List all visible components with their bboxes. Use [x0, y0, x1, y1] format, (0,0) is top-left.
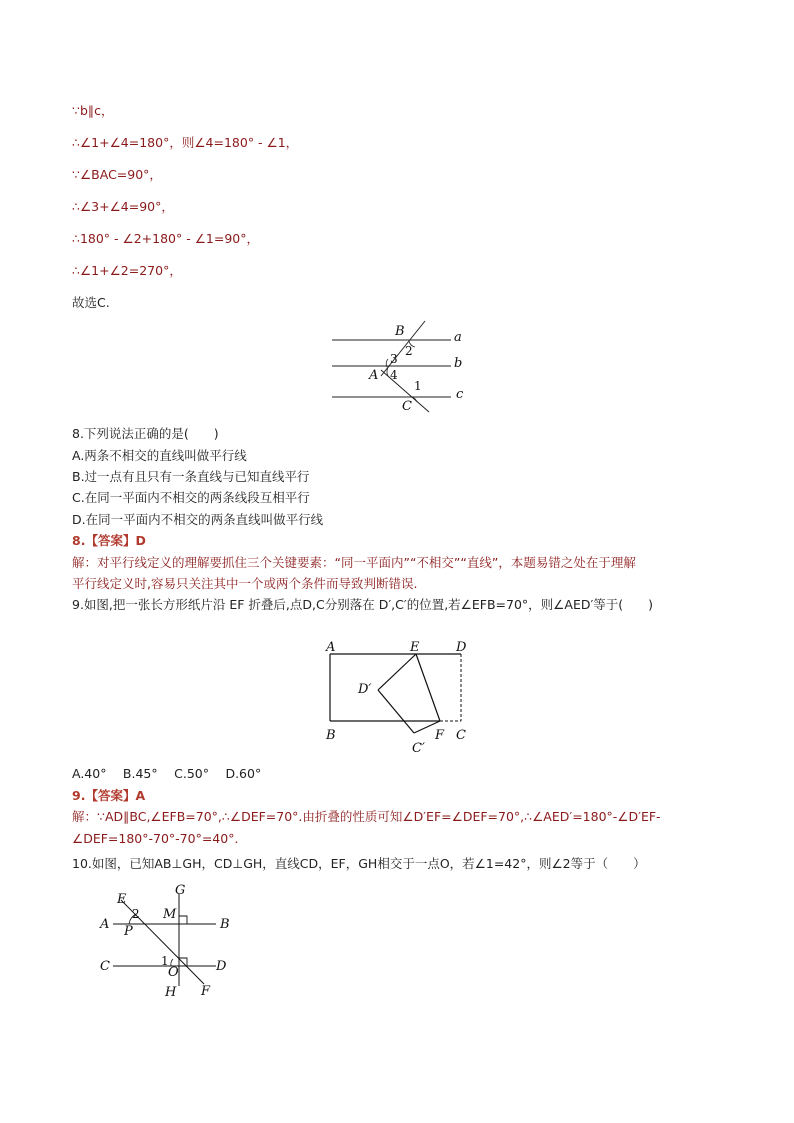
label-D: D	[216, 959, 227, 974]
label-A: A	[369, 368, 379, 383]
label-F: F	[201, 984, 211, 999]
label-angle-3: 3	[390, 352, 398, 366]
label-M: M	[163, 907, 177, 922]
q8-option-b: B.过一点有且只有一条直线与已知直线平行	[72, 469, 310, 484]
q8-stem: 8.下列说法正确的是( )	[72, 426, 219, 441]
label-C-prime: C′	[412, 741, 425, 756]
label-a: a	[454, 330, 462, 345]
q9-stem: 9.如图,把一张长方形纸片沿 EF 折叠后,点D,C分别落在 D′,C′的位置,若∠EFB=70°，则∠AED′等于( )	[72, 597, 654, 612]
solution-line-1: ∵b∥c，	[72, 103, 114, 118]
solution-line-3: ∵∠BAC=90°，	[72, 167, 162, 182]
q8-option-a: A.两条不相交的直线叫做平行线	[72, 448, 247, 463]
solution-line-4: ∴∠3+∠4=90°，	[72, 199, 174, 214]
label-b: b	[454, 356, 463, 371]
folded-rectangle-figure	[320, 635, 480, 760]
q8-explanation-1: 解：对平行线定义的理解要抓住三个关键要素：“同一平面内”“不相交”“直线”，本题易错之处在于理解	[72, 555, 636, 570]
label-H: H	[165, 985, 177, 1000]
q8-option-c: C.在同一平面内不相交的两条线段互相平行	[72, 490, 310, 505]
perpendicular-lines-figure	[95, 882, 235, 1000]
label-angle-1: 1	[414, 379, 422, 393]
q8-option-d: D.在同一平面内不相交的两条直线叫做平行线	[72, 512, 324, 527]
label-D-prime: D′	[358, 682, 372, 697]
label-c: c	[456, 387, 464, 402]
solution-conclusion: 故选C.	[72, 295, 110, 310]
q8-answer: 8.【答案】D	[72, 533, 146, 548]
label-O: O	[168, 965, 179, 980]
label-B: B	[220, 917, 230, 932]
label-P: P	[124, 924, 133, 939]
parallel-lines-figure	[325, 318, 475, 418]
label-D: D	[456, 640, 467, 655]
q10-stem: 10.如图，已知AB⊥GH，CD⊥GH，直线CD，EF，GH相交于一点O，若∠1=42°，则∠2等于（ ）	[72, 856, 646, 871]
label-angle-2: 2	[405, 344, 413, 358]
q9-explanation-1: 解：∵AD∥BC,∠EFB=70°,∴∠DEF=70°.由折叠的性质可知∠D′EF=∠DEF=70°,∴∠AED′=180°-∠D′EF-	[72, 809, 661, 824]
solution-line-6: ∴∠1+∠2=270°，	[72, 263, 182, 278]
label-angle-2: 2	[132, 907, 140, 921]
solution-line-5: ∴180° - ∠2+180° - ∠1=90°，	[72, 231, 260, 246]
solution-line-2: ∴∠1+∠4=180°，则∠4=180° - ∠1，	[72, 135, 299, 150]
label-F: F	[435, 728, 445, 743]
label-B: B	[395, 324, 405, 339]
label-B: B	[326, 728, 336, 743]
label-C: C	[456, 728, 466, 743]
label-E: E	[117, 892, 127, 907]
q9-options: A.40° B.45° C.50° D.60°	[72, 766, 262, 781]
label-angle-1: 1	[161, 954, 169, 968]
label-C: C	[402, 399, 412, 414]
q9-answer: 9.【答案】A	[72, 788, 146, 803]
label-G: G	[175, 883, 186, 898]
q8-explanation-2: 平行线定义时,容易只关注其中一个或两个条件而导致判断错误.	[72, 576, 418, 591]
q9-explanation-2: ∠DEF=180°-70°-70°=40°.	[72, 831, 239, 846]
label-A: A	[326, 640, 336, 655]
label-C: C	[100, 959, 110, 974]
label-angle-4: 4	[390, 368, 398, 382]
label-E: E	[410, 640, 420, 655]
label-A: A	[100, 917, 110, 932]
